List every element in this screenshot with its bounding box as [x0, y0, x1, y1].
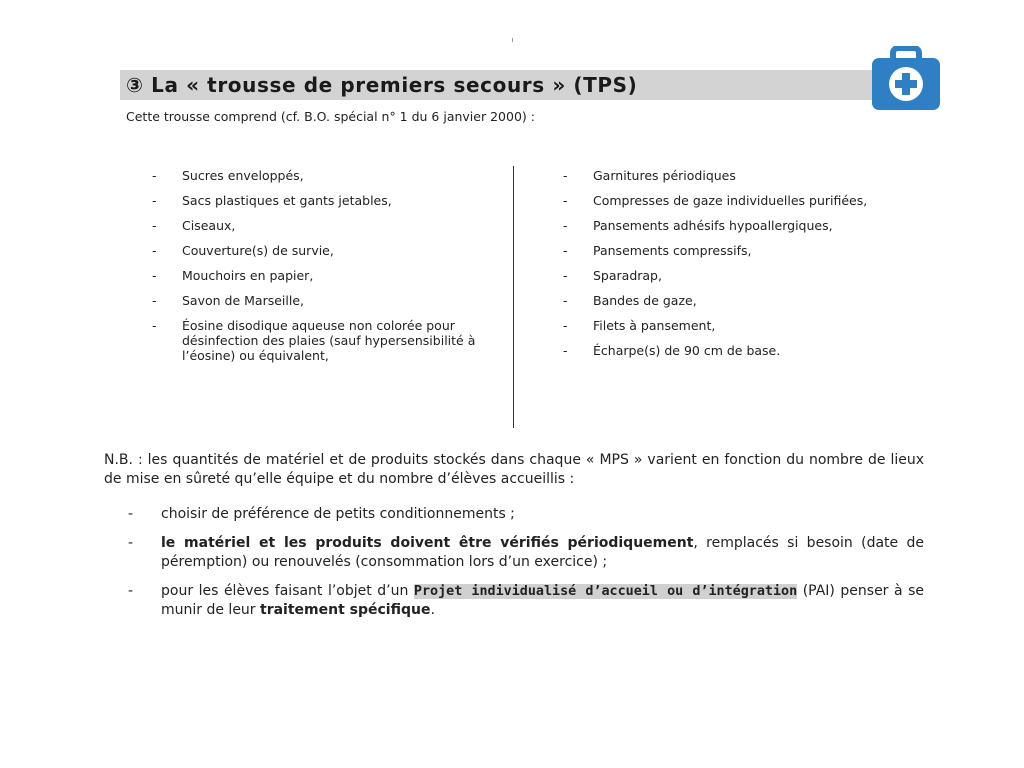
list-item: - Mouchoirs en papier,	[152, 268, 314, 283]
list-item: - Savon de Marseille,	[152, 293, 305, 308]
dash-marker: -	[152, 193, 157, 208]
dash-marker: -	[152, 268, 157, 283]
list-item: - Pansements compressifs,	[563, 243, 752, 258]
bold-text: traitement spécifique	[260, 602, 431, 618]
column-divider	[513, 166, 514, 428]
dash-marker: -	[563, 268, 568, 283]
right-item-list	[563, 168, 903, 368]
list-item: - pour les élèves faisant l’objet d’un Projet individualisé d’accueil ou d’intégration (PAI) penser à se munir de leur traitement spécifique.	[128, 583, 924, 618]
list-item: - Sacs plastiques et gants jetables,	[152, 193, 392, 208]
dash-marker: -	[563, 343, 568, 358]
dash-marker: -	[152, 243, 157, 258]
dash-marker: -	[152, 318, 157, 333]
dash-marker: -	[563, 243, 568, 258]
dash-marker: -	[128, 535, 134, 551]
dash-marker: -	[563, 293, 568, 308]
dash-marker: -	[152, 218, 157, 233]
intro-text: Cette trousse comprend (cf. B.O. spécial n° 1 du 6 janvier 2000) :	[126, 109, 535, 124]
list-item: - le matériel et les produits doivent être vérifiés périodiquement, remplacés si besoin (date de péremption) ou renouvelés (consommation lors d’un exercice) ;	[128, 535, 924, 570]
dash-marker: -	[563, 318, 568, 333]
list-item: - Sparadrap,	[563, 268, 662, 283]
left-item-list	[152, 168, 487, 373]
list-item: - Couverture(s) de survie,	[152, 243, 334, 258]
page-mark	[512, 38, 513, 42]
list-item: - choisir de préférence de petits conditionnements ;	[128, 506, 515, 522]
dash-marker: -	[128, 583, 134, 599]
list-item: - Bandes de gaze,	[563, 293, 697, 308]
list-item: - Ciseaux,	[152, 218, 236, 233]
first-aid-kit-icon	[871, 46, 941, 112]
list-item: - Pansements adhésifs hypoallergiques,	[563, 218, 833, 233]
list-item: - Filets à pansement,	[563, 318, 716, 333]
bold-text: le matériel et les produits doivent être vérifiés périodiquement	[161, 535, 694, 551]
dash-marker: -	[563, 193, 568, 208]
list-item: - Écharpe(s) de 90 cm de base.	[563, 343, 781, 358]
list-item: - Sucres enveloppés,	[152, 168, 304, 183]
nota-bene-paragraph: N.B. : les quantités de matériel et de produits stockés dans chaque « MPS » varient en fonction du nombre de lieux de mise en sûreté qu’elle équipe et du nombre d’élèves accueillis :	[104, 452, 924, 487]
list-item: - Éosine disodique aqueuse non colorée pour désinfection des plaies (sauf hypersensibilité à l’éosine) ou équivalent,	[152, 318, 476, 363]
dash-marker: -	[152, 168, 157, 183]
list-item: - Compresses de gaze individuelles purifiées,	[563, 193, 868, 208]
dash-marker: -	[152, 293, 157, 308]
section-title: ③ La « trousse de premiers secours » (TPS)	[126, 73, 638, 97]
highlighted-term: Projet individualisé d’accueil ou d’intégration	[413, 584, 798, 599]
dash-marker: -	[128, 506, 134, 522]
dash-marker: -	[563, 168, 568, 183]
list-item: - Garnitures périodiques	[563, 168, 736, 183]
dash-marker: -	[563, 218, 568, 233]
recommendation-list	[104, 505, 924, 630]
